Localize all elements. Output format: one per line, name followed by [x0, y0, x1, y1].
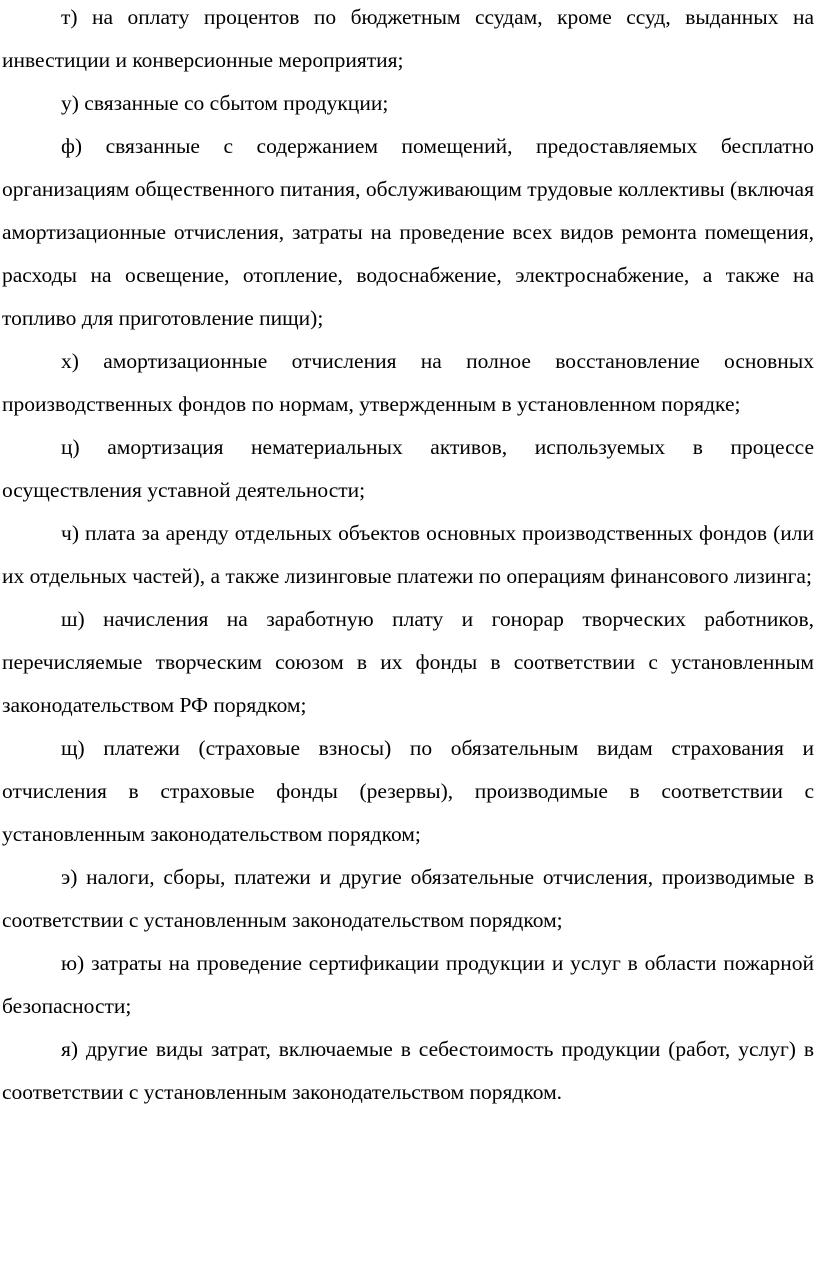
paragraph-sh: ш) начисления на заработную плату и гонорар творческих работников, перечисляемые творческим союзом в их фонды в соответствии с установленным законодательством РФ порядком; — [2, 607, 814, 717]
document-body — [2, 0, 814, 1114]
paragraph-ya: я) другие виды затрат, включаемые в себестоимость продукции (работ, услуг) в соответствии с установленным законодательством порядком. — [2, 1037, 814, 1104]
paragraph-shch: щ) платежи (страховые взносы) по обязательным видам страхования и отчисления в страховые фонды (резервы), производимые в соответствии с установленным законодательством порядком; — [2, 736, 814, 846]
paragraph-yu: ю) затраты на проведение сертификации продукции и услуг в области пожарной безопасности; — [2, 951, 814, 1018]
paragraph-t: т) на оплату процентов по бюджетным ссудам, кроме ссуд, выданных на инвестиции и конверсионные мероприятия; — [2, 5, 814, 72]
paragraph-kh: х) амортизационные отчисления на полное восстановление основных производственных фондов по нормам, утвержденным в установленном порядке; — [2, 349, 814, 416]
paragraph-u: у) связанные со сбытом продукции; — [61, 91, 389, 115]
paragraph-e: э) налоги, сборы, платежи и другие обязательные отчисления, производимые в соответствии с установленным законодательством порядком; — [2, 865, 814, 932]
paragraph-ch: ч) плата за аренду отдельных объектов основных производственных фондов (или их отдельных частей), а также лизинговые платежи по операциям финансового лизинга; — [2, 521, 814, 588]
paragraph-f: ф) связанные с содержанием помещений, предоставляемых бесплатно организациям общественного питания, обслуживающим трудовые коллективы (включая амортизационные отчисления, затраты на проведение всех видов ремонта помещения, расходы на освещение, отопление, водоснабжение, электроснабжение, а также на топливо для приготовление пищи); — [2, 134, 814, 330]
paragraph-ts: ц) амортизация нематериальных активов, используемых в процессе осуществления уставной деятельности; — [2, 435, 814, 502]
